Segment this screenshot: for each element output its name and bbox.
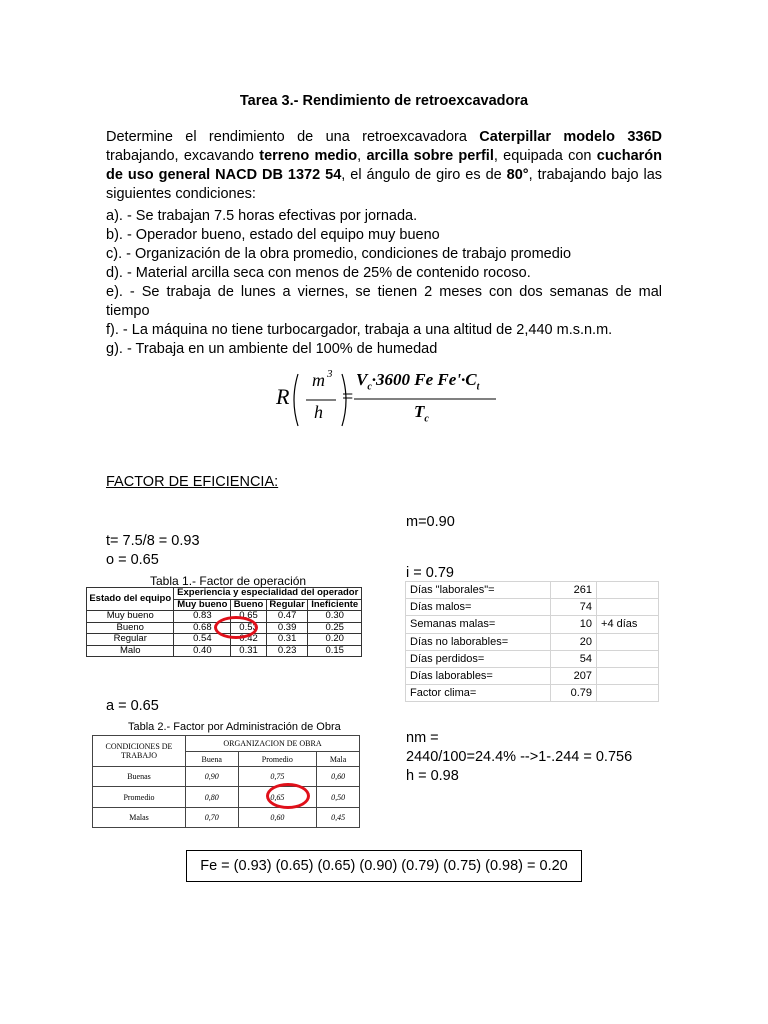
efficiency-result-box: Fe = (0.93) (0.65) (0.65) (0.90) (0.79) (0.75) (0.98) = 0.20 [186, 850, 582, 882]
formula-fraction-bar [354, 398, 496, 400]
formula-r: R [276, 384, 290, 409]
climate-value: 0.79 [550, 685, 596, 702]
condition-item: a). - Se trabajan 7.5 horas efectivas por jornada. [106, 208, 418, 224]
table1-cell: 0.83 [174, 611, 231, 623]
table1-col: Regular [266, 599, 308, 611]
table1-cell-selected: 0.65 [231, 611, 267, 623]
statement-bold: terreno medio [259, 148, 358, 164]
climate-label: Días perdidos= [406, 650, 551, 667]
i-value: i = 0.79 [406, 565, 454, 581]
table1-cell: 0.54 [174, 634, 231, 646]
page-title: Tarea 3.- Rendimiento de retroexcavadora [239, 93, 529, 109]
formula-equals: = [342, 386, 354, 408]
climate-label: Días malos= [406, 599, 551, 616]
climate-label: Días "laborales"= [406, 582, 551, 599]
climate-label: Días laborables= [406, 667, 551, 684]
climate-note [597, 633, 659, 650]
climate-value: 20 [550, 633, 596, 650]
administration-factor-table [92, 735, 360, 828]
climate-value: 207 [550, 667, 596, 684]
table2-cell: 0,70 [186, 808, 239, 828]
table1-cell: 0.20 [308, 634, 362, 646]
t-value: t= 7.5/8 = 0.93 [106, 533, 200, 549]
table-row [406, 599, 659, 616]
table2-caption: Tabla 2.- Factor por Administración de Obra [128, 721, 341, 733]
table-row [406, 685, 659, 702]
table1-cell: 0.53 [231, 622, 267, 634]
statement-text: , el ángulo de giro es de [341, 167, 507, 183]
table-row [93, 808, 360, 828]
climate-value: 54 [550, 650, 596, 667]
o-value: o = 0.65 [106, 552, 159, 568]
statement-bold: arcilla sobre perfil [366, 148, 494, 164]
table1-header-exp: Experiencia y especialidad del operador [174, 588, 362, 600]
table2-row-label: Buenas [93, 767, 186, 787]
statement-bold: cucharón de uso general NACD DB 1372 54 [106, 148, 663, 183]
table2-col: Promedio [238, 752, 317, 767]
statement-text: , trabajando bajo las siguientes condiciones: [106, 167, 663, 202]
table-row [406, 650, 659, 667]
table1-header-estado: Estado del equipo [87, 588, 174, 611]
table-row [406, 667, 659, 684]
climate-note [597, 599, 659, 616]
table-row [93, 787, 360, 808]
table1-cell: 0.47 [266, 611, 308, 623]
table-row [406, 582, 659, 599]
nm-calculation: 2440/100=24.4% -->1-.244 = 0.756 [406, 749, 633, 765]
table1-cell: 0.30 [308, 611, 362, 623]
condition-item: f). - La máquina no tiene turbocargador, trabaja a una altitud de 2,440 m.s.n.m. [106, 322, 613, 338]
table2-col: Mala [317, 752, 360, 767]
table1-cell: 0.40 [174, 645, 231, 657]
table2-col: Buena [186, 752, 239, 767]
table1-row-label: Malo [87, 645, 174, 657]
climate-value: 74 [550, 599, 596, 616]
climate-table [405, 581, 659, 702]
climate-note [597, 650, 659, 667]
table1-cell: 0.68 [174, 622, 231, 634]
climate-note: +4 días [597, 616, 659, 633]
formula-lhs-den: h [314, 402, 323, 422]
table2-cell: 0,60 [238, 808, 317, 828]
formula-lhs-exp: 3 [327, 368, 333, 380]
highlight-ellipse-table2 [266, 783, 310, 809]
table1-cell: 0.42 [231, 634, 267, 646]
statement-bold: 80° [506, 167, 529, 183]
table1-caption: Tabla 1.- Factor de operación [150, 574, 307, 588]
table1-cell: 0.25 [308, 622, 362, 634]
condition-item: c). - Organización de la obra promedio, condiciones de trabajo promedio [106, 246, 572, 262]
formula-numerator: $V_c\cdot 3600$ Fe $Fe'\cdot C_t$ [356, 370, 480, 393]
table1-col: Bueno [231, 599, 267, 611]
table2-cell: 0,90 [186, 767, 239, 787]
table1-row-label: Muy bueno [87, 611, 174, 623]
condition-item: b). - Operador bueno, estado del equipo muy bueno [106, 227, 440, 243]
table2-header-cond: CONDICIONES DE TRABAJO [93, 736, 186, 767]
statement-bold: Caterpillar modelo 336D [479, 129, 662, 145]
table2-cell: 0,60 [317, 767, 360, 787]
table1-row-label: Regular [87, 634, 174, 646]
table2-cell: 0,80 [186, 787, 239, 808]
table-row [406, 616, 659, 633]
climate-label: Factor clima= [406, 685, 551, 702]
a-value: a = 0.65 [106, 698, 159, 714]
highlight-ellipse-table1 [214, 616, 258, 639]
climate-note [597, 582, 659, 599]
climate-value: 10 [550, 616, 596, 633]
statement-text: Determine el rendimiento de una retroexcavadora [106, 129, 480, 145]
table2-row-label: Malas [93, 808, 186, 828]
table1-cell: 0.39 [266, 622, 308, 634]
table1-cell: 0.23 [266, 645, 308, 657]
formula-lhs-num: m [312, 370, 325, 390]
climate-label: Días no laborables= [406, 633, 551, 650]
formula-denominator: $T_c$ [414, 402, 429, 425]
climate-value: 261 [550, 582, 596, 599]
table2-cell: 0,75 [238, 767, 317, 787]
condition-item: d). - Material arcilla seca con menos de 25% de contenido rocoso. [106, 265, 531, 281]
table1-cell: 0.15 [308, 645, 362, 657]
condition-item: g). - Trabaja en un ambiente del 100% de humedad [106, 341, 438, 357]
table-row [87, 645, 362, 657]
table1-cell: 0.31 [266, 634, 308, 646]
table2-row-label: Promedio [93, 787, 186, 808]
table1-col: Muy bueno [174, 599, 231, 611]
statement-text: , equipada con [493, 148, 597, 164]
table-row [93, 767, 360, 787]
table-row [406, 633, 659, 650]
statement-text: , [357, 148, 367, 164]
table2-cell: 0,45 [317, 808, 360, 828]
table1-row-label: Bueno [87, 622, 174, 634]
problem-statement [106, 128, 662, 204]
table2-cell-selected: 0,65 [238, 787, 317, 808]
efficiency-heading: FACTOR DE EFICIENCIA: [106, 474, 279, 490]
table2-cell: 0,50 [317, 787, 360, 808]
conditions-list [106, 207, 662, 359]
statement-text: trabajando, excavando [106, 148, 260, 164]
table1-col: Ineficiente [308, 599, 362, 611]
table2-header-org: ORGANIZACION DE OBRA [186, 736, 360, 752]
performance-formula [276, 368, 496, 430]
h-value: h = 0.98 [406, 768, 459, 784]
table1-cell: 0.31 [231, 645, 267, 657]
m-value: m=0.90 [406, 514, 455, 530]
climate-note [597, 667, 659, 684]
nm-label: nm = [406, 730, 439, 746]
condition-item: e). - Se trabaja de lunes a viernes, se tienen 2 meses con dos semanas de mal tiempo [106, 284, 662, 319]
climate-label: Semanas malas= [406, 616, 551, 633]
climate-note [597, 685, 659, 702]
